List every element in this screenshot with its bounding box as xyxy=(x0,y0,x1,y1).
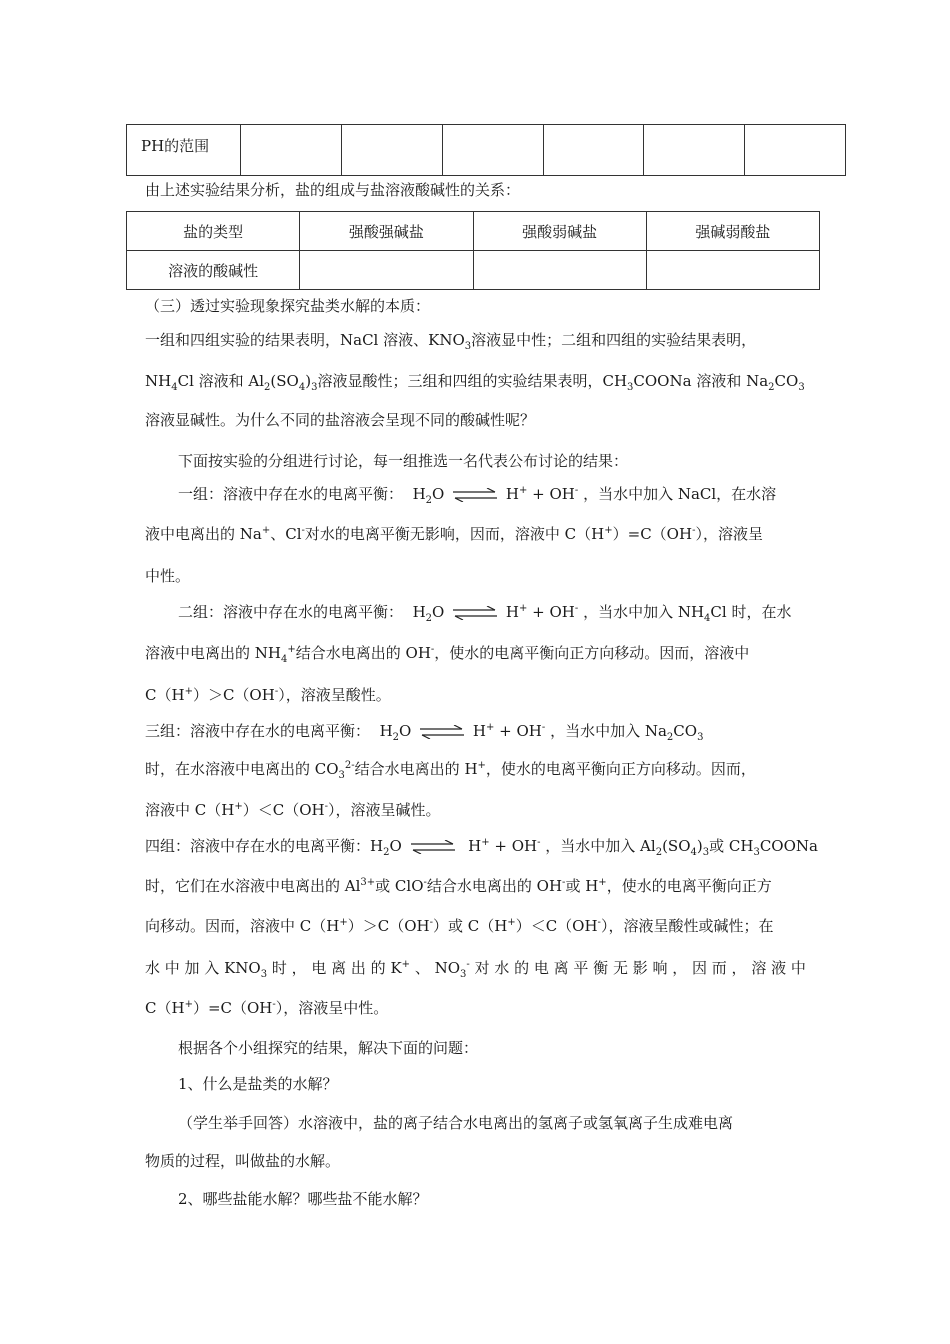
group4-line: C（H+）=C（OH-），溶液呈中性。 xyxy=(145,999,389,1017)
group4-line: 向移动。因而，溶液中 C（H+）＞C（OH-）或 C（H+）＜C（OH-），溶液呈酸性或碱性；在 xyxy=(145,917,774,935)
paragraph-line: 下面按实验的分组进行讨论，每一组推选一名代表公布讨论的结果： xyxy=(178,452,629,470)
paragraph-line: 根据各个小组探究的结果，解决下面的问题： xyxy=(178,1039,479,1057)
answer-1-line: （学生举手回答）水溶液中，盐的离子结合水电离出的氢离子或氢氧离子生成难电离 xyxy=(178,1114,734,1132)
table-cell xyxy=(644,125,745,176)
group1-line: 中性。 xyxy=(145,567,191,585)
table-cell xyxy=(473,251,646,290)
table-cell xyxy=(341,125,442,176)
intro-line: 由上述实验结果分析，盐的组成与盐溶液酸碱性的关系： xyxy=(145,181,521,199)
ph-range-label: PH的范围 xyxy=(127,125,241,176)
table-header-row xyxy=(127,212,820,251)
ph-range-table xyxy=(126,124,846,176)
header-strong-acid-weak-base: 强酸弱碱盐 xyxy=(473,212,646,251)
group3-line: 溶液中 C（H+）＜C（OH-），溶液呈碱性。 xyxy=(145,801,441,819)
salt-type-table xyxy=(126,211,820,290)
table-cell xyxy=(241,125,342,176)
group1-line: 一组：溶液中存在水的电离平衡： $H_2O$ H+ + OH- ，当水中加入 NaCl，在水溶 xyxy=(178,485,777,506)
equilibrium-arrow-icon xyxy=(451,488,499,502)
table-row xyxy=(127,125,846,176)
table-row xyxy=(127,251,820,290)
group4-line: 时，它们在水溶液中电离出的 $Al^{3+}$或 ClO-结合水电离出的 OH-或 H+，使水的电离平衡向正方 xyxy=(145,877,772,895)
row-label-acidity: 溶液的酸碱性 xyxy=(127,251,300,290)
equilibrium-arrow-icon xyxy=(451,606,499,620)
equilibrium-arrow-icon xyxy=(409,840,457,854)
group4-line: 四组：溶液中存在水的电离平衡：$H_2O$ H+ + OH- ，当水中加入 $Al_2(SO_4)_3$或 $CH_3COONa$ xyxy=(145,837,818,858)
question-1: 1、什么是盐类的水解？ xyxy=(178,1075,338,1093)
group3-line: 时，在水溶液中电离出的 $CO_3^{2-}$结合水电离出的 H+，使水的电离平衡向正方向移动。因而， xyxy=(145,760,756,781)
table-cell xyxy=(442,125,543,176)
answer-1-line: 物质的过程，叫做盐的水解。 xyxy=(145,1152,341,1170)
group3-line: 三组：溶液中存在水的电离平衡： $H_2O$ H+ + OH- ，当水中加入 $Na_2CO_3$ xyxy=(145,722,704,743)
paragraph-line: 一组和四组实验的结果表明，NaCl 溶液、$KNO_3$溶液显中性；二组和四组的实验结果表明， xyxy=(145,331,757,352)
header-salt-type: 盐的类型 xyxy=(127,212,300,251)
table-cell xyxy=(745,125,846,176)
group4-line: 水 中 加 入 $KNO_3$ 时 ， 电 离 出 的 K+ 、 $NO_3^-$ 对 水 的 电 离 平 衡 无 影 响 ， 因 而 ， 溶 液 中 xyxy=(145,959,806,980)
header-strong-acid-strong-base: 强酸强碱盐 xyxy=(300,212,473,251)
paragraph-line: 溶液显碱性。为什么不同的盐溶液会呈现不同的酸碱性呢？ xyxy=(145,411,536,429)
table-cell xyxy=(543,125,644,176)
equilibrium-arrow-icon xyxy=(418,725,466,739)
paragraph-line: $NH_4Cl$ 溶液和 $Al_2(SO_4)_3$溶液显酸性；三组和四组的实验结果表明，$CH_3COONa$ 溶液和 $Na_2CO_3$ xyxy=(145,372,805,393)
question-2: 2、哪些盐能水解？哪些盐不能水解？ xyxy=(178,1190,428,1208)
header-strong-base-weak-acid: 强碱弱酸盐 xyxy=(646,212,819,251)
table-cell xyxy=(646,251,819,290)
group2-line: 溶液中电离出的 $NH_4^+$结合水电离出的 OH-，使水的电离平衡向正方向移动。因而，溶液中 xyxy=(145,644,750,665)
group1-line: 液中电离出的 Na+、Cl-对水的电离平衡无影响，因而，溶液中 C（H+）=C（OH-），溶液呈 xyxy=(145,525,763,543)
table-cell xyxy=(300,251,473,290)
group2-line: 二组：溶液中存在水的电离平衡： $H_2O$ H+ + OH- ，当水中加入 $NH_4Cl$ 时，在水 xyxy=(178,603,792,624)
group2-line: C（H+）＞C（OH-），溶液呈酸性。 xyxy=(145,686,391,704)
section-heading: （三）透过实验现象探究盐类水解的本质： xyxy=(145,297,431,315)
